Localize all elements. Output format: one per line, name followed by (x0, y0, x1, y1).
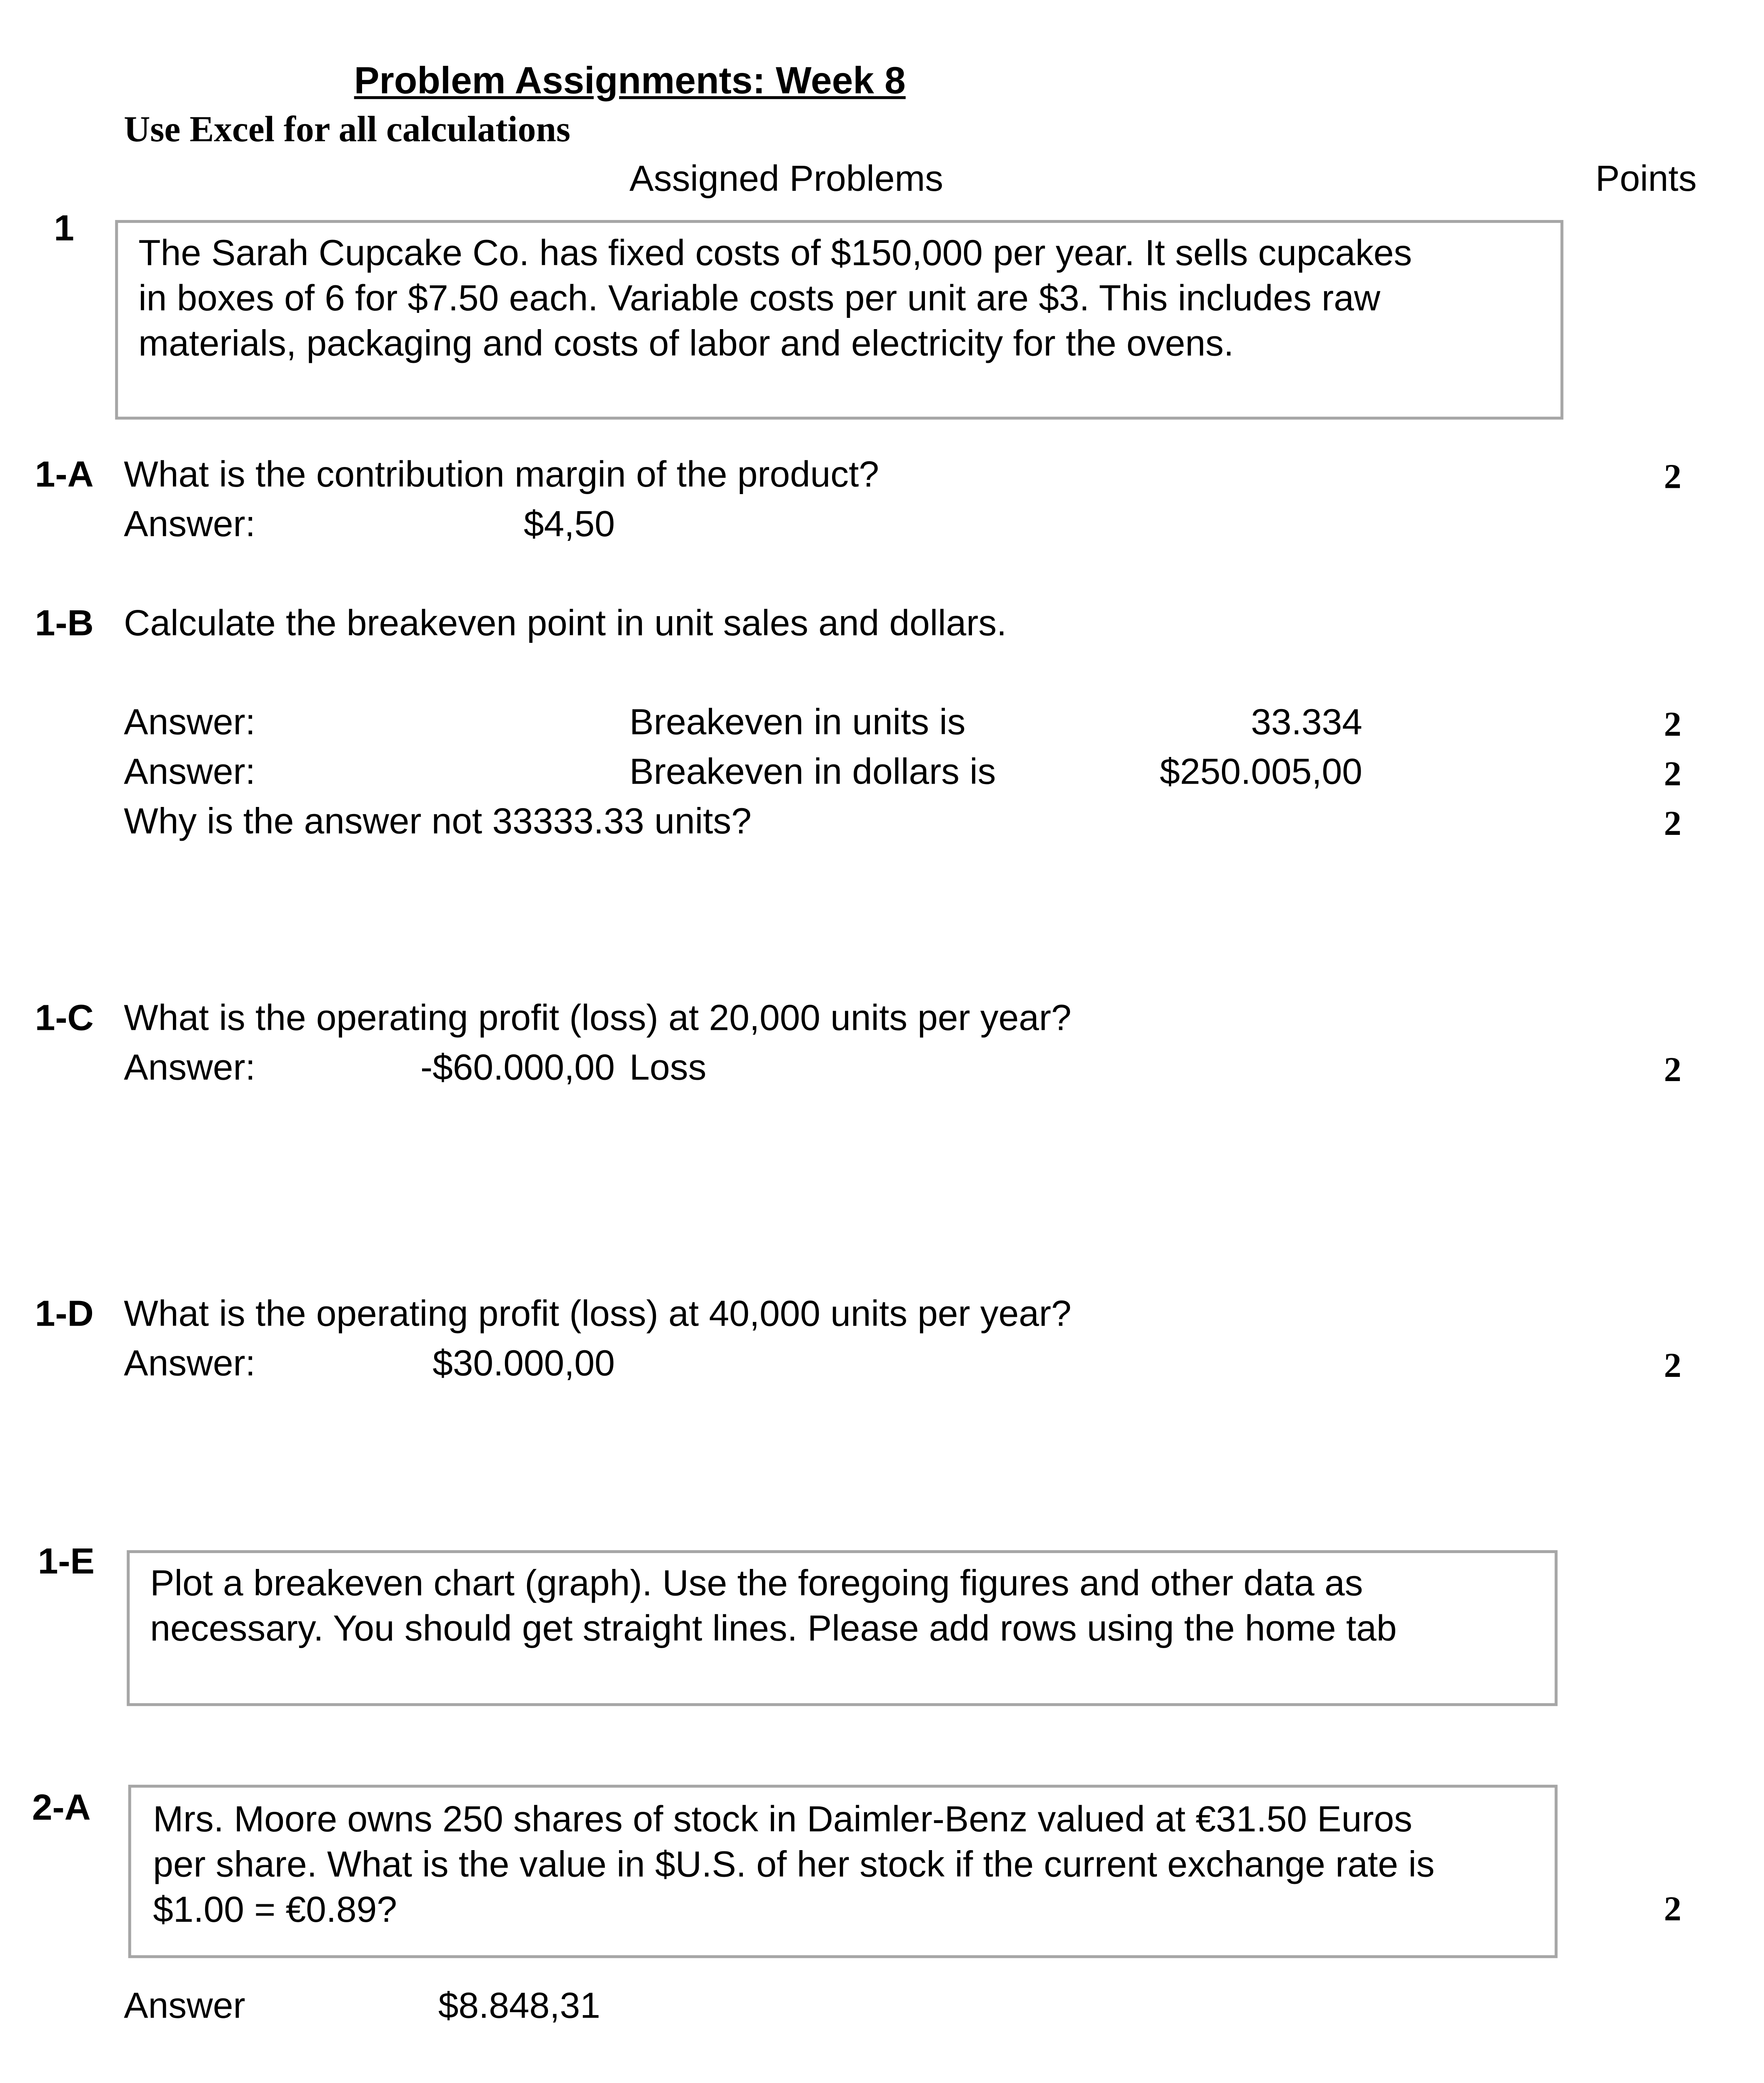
problem-1b-answer1-label: Answer: (124, 702, 256, 743)
problem-2a-points: 2 (1664, 1891, 1682, 1929)
problem-1a-answer-value: $4,50 (524, 504, 615, 545)
problem-1a-label: 1-A (35, 455, 94, 496)
problem-1d-answer-value: $30.000,00 (432, 1343, 615, 1384)
page-title: Problem Assignments: Week 8 (354, 58, 906, 102)
problem-1b-answer1-text: Breakeven in units is (629, 702, 966, 743)
problem-2a-label: 2-A (32, 1788, 91, 1828)
problem-1b-why-points: 2 (1664, 805, 1682, 844)
problem-1b-answer2-value: $250.005,00 (1159, 752, 1362, 793)
problem-1a-answer-label: Answer: (124, 504, 256, 545)
problem-1c-label: 1-C (35, 998, 94, 1039)
problem-1a-points: 2 (1664, 459, 1682, 497)
problem-1e-label: 1-E (37, 1541, 95, 1582)
problem-1d-label: 1-D (35, 1294, 94, 1335)
problem-1c-points: 2 (1664, 1051, 1682, 1090)
problem-1b-answer1-value: 33.334 (1251, 702, 1362, 743)
problem-1b-answer2-text: Breakeven in dollars is (629, 752, 996, 793)
problem-1b-answer2-points: 2 (1664, 756, 1682, 794)
problem-1-text: The Sarah Cupcake Co. has fixed costs of $150,000 per year. It sells cupcakes in boxes of 6 for $7.50 each. Variable costs per unit are $3. This includes raw materials, packaging and costs of labor and electricity for the ovens. (138, 233, 1412, 365)
points-header: Points (1595, 159, 1697, 200)
problem-1b-answer1-points: 2 (1664, 707, 1682, 745)
problem-1c-answer-note: Loss (629, 1047, 707, 1089)
problem-1b-label: 1-B (35, 603, 94, 644)
problem-1c-answer-label: Answer: (124, 1047, 256, 1089)
problem-1d-points: 2 (1664, 1347, 1682, 1386)
problem-2a-answer-label: Answer (124, 1986, 245, 2027)
assigned-problems-header: Assigned Problems (629, 159, 944, 200)
problem-1d-question: What is the operating profit (loss) at 40,000 units per year? (124, 1294, 1072, 1335)
problem-2a-answer-value: $8.848,31 (438, 1986, 600, 2027)
problem-1d-answer-label: Answer: (124, 1343, 256, 1384)
problem-2a-text: Mrs. Moore owns 250 shares of stock in Daimler-Benz valued at €31.50 Euros per share. What is the value in $U.S. of her stock if the current exchange rate is $1.00 = €0.89? (153, 1799, 1435, 1931)
problem-1b-why-question: Why is the answer not 33333.33 units? (124, 801, 752, 842)
problem-1e-text: Plot a breakeven chart (graph). Use the foregoing figures and other data as necessary. You should get straight lines. Please add rows using the home tab (150, 1563, 1397, 1649)
problem-1a-question: What is the contribution margin of the product? (124, 455, 880, 496)
problem-1c-question: What is the operating profit (loss) at 20,000 units per year? (124, 998, 1072, 1039)
problem-1b-answer2-label: Answer: (124, 752, 256, 793)
instructions-subtitle: Use Excel for all calculations (124, 110, 570, 150)
problem-1-number: 1 (54, 208, 75, 250)
problem-1b-question: Calculate the breakeven point in unit sales and dollars. (124, 603, 1007, 644)
problem-1c-answer-value: -$60.000,00 (420, 1047, 615, 1089)
